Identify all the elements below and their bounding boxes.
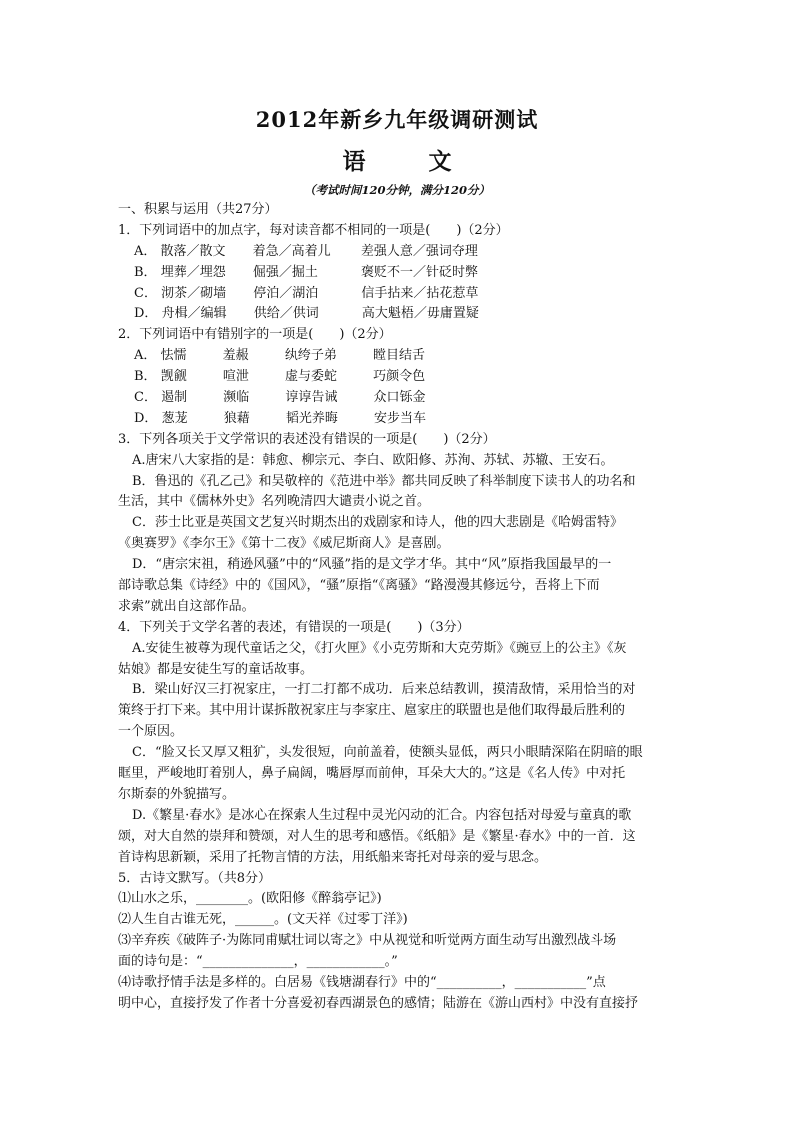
option-word: 供给／供词: [253, 306, 319, 322]
q4-line: A.安徒生被尊为现代童话之父，《打火匣》《小克劳斯和大克劳斯》《豌豆上的公主》《灰: [132, 640, 627, 656]
option-word: 觊觎: [160, 369, 187, 385]
option-word: 濒临: [223, 390, 250, 406]
question-4-stem: 4．下列关于文学名著的表述，有错误的一项是( )（3分）: [118, 619, 470, 635]
q2-option-d: [118, 409, 678, 430]
option-word: 停泊／湖泊: [253, 285, 319, 301]
q1-option-d: [118, 304, 678, 325]
option-word: 韬光养晦: [285, 410, 338, 426]
q1-option-b: [118, 263, 678, 284]
q3-line: 部诗歌总集《诗经》中的《国风》，“骚”原指“《离骚》“路漫漫其修远兮，吾将上下而: [118, 578, 600, 594]
option-word: 喧泄: [222, 369, 249, 385]
option-word: 巧颜令色: [373, 369, 426, 385]
q4-line: 一个原因。: [118, 724, 184, 740]
option-letter: C．: [134, 285, 157, 301]
q2-option-a: [118, 346, 678, 367]
q1-option-a: [118, 242, 678, 263]
option-word: 褒贬不一／针砭时弊: [360, 264, 478, 280]
q3-line: 《奥赛罗》《李尔王》《第十二夜》《威尼斯商人》是喜剧。: [118, 536, 450, 552]
option-letter: B．: [134, 369, 157, 385]
q5-line: ⑴山水之乐，________。(欧阳修《醉翁亭记》): [118, 891, 382, 907]
page-title: 2012年新乡九年级调研测试: [255, 107, 539, 132]
subject-heading: 语 文: [342, 148, 472, 175]
option-word: 高大魁梧／毋庸置疑: [361, 306, 479, 322]
option-word: 信手拈来／拈花惹草: [361, 285, 479, 301]
exam-info: （考试时间120分钟，满分120分）: [303, 183, 490, 197]
option-word: 怯懦: [160, 348, 187, 364]
option-word: 散落／散文: [160, 243, 226, 259]
option-letter: A．: [134, 348, 157, 364]
q5-line: 明中心，直接抒发了作者十分喜爱初春西湖景色的感情；陆游在《游山西村》中没有直接抒: [118, 995, 639, 1011]
option-word: 虚与委蛇: [284, 369, 337, 385]
q3-line: A.唐宋八大家指的是：韩愈、柳宗元、李白、欧阳修、苏洵、苏轼、苏辙、王安石。: [132, 452, 614, 468]
option-letter: B．: [134, 264, 157, 280]
option-word: 差强人意／强词夺理: [360, 243, 478, 259]
option-word: 遏制: [161, 390, 188, 406]
option-letter: D．: [134, 410, 158, 426]
q5-line: ⑵人生自古谁无死，______。(文天祥《过零丁洋》): [118, 912, 408, 928]
option-word: 狼藉: [223, 410, 250, 426]
q3-line: 求索”就出自这部作品。: [118, 598, 255, 614]
option-word: 谆谆告诫: [285, 390, 338, 406]
q3-line: D．“唐宗宋祖，稍逊风骚”中的“风骚”指的是文学才华。其中“风”原指我国最早的一: [132, 557, 612, 573]
question-1-stem: 1．下列词语中的加点字，每对读音都不相同的一项是( )（2分）: [118, 222, 509, 238]
section-heading: 一、积累与运用（共27分）: [118, 202, 278, 217]
option-word: 倔强／掘土: [252, 264, 318, 280]
q5-line: ⑶辛弃疾《破阵子·为陈同甫赋壮词以寄之》中从视觉和听觉两方面生动写出激烈战斗场: [118, 933, 617, 949]
question-3-stem: 3．下列各项关于文学常识的表述没有错误的一项是( )（2分）: [118, 431, 496, 447]
q4-line: 尔斯泰的外貌描写。: [118, 786, 236, 802]
option-word: 瞠目结舌: [372, 348, 425, 364]
q4-line: 首诗构思新颖，采用了托物言情的方法，用纸船来寄托对母亲的爱与思念。: [118, 849, 548, 865]
q4-line: 颂，对大自然的崇拜和赞颂，对人生的思考和感悟。《纸船》是《繁星·春水》中的一首．这: [118, 828, 636, 844]
option-word: 众口铄金: [373, 390, 426, 406]
q4-line: C．“脸又长又厚又粗犷，头发很短，向前盖着，使额头显低，两只小眼睛深陷在阴暗的眼: [132, 745, 643, 761]
exam-body: [118, 200, 678, 1015]
option-letter: A．: [134, 243, 157, 259]
option-letter: C．: [134, 390, 157, 406]
option-word: 安步当车: [374, 410, 427, 426]
q4-line: 策终于打下来。其中用计谋拆散祝家庄与李家庄、扈家庄的联盟也是他们取得最后胜利的: [118, 703, 626, 719]
q5-line: 面的诗句是：“______________，____________。”: [118, 954, 398, 970]
q3-line: 生活，其中《儒林外史》名列晚清四大谴责小说之首。: [118, 494, 431, 510]
q4-line: B．梁山好汉三打祝家庄，一打二打都不成功．后来总结教训，摸清敌情，采用恰当的对: [132, 682, 636, 698]
option-word: 埋葬／埋怨: [160, 264, 226, 280]
q2-option-b: [118, 367, 678, 388]
q2-option-c: [118, 388, 678, 409]
q5-line: ⑷诗歌抒情手法是多样的。白居易《钱塘湖春行》中的“__________，___________”点: [118, 974, 606, 990]
question-2-stem: 2．下列词语中有错别字的一项是( )（2分）: [118, 327, 392, 343]
q4-line: 姑娘》都是安徒生写的童话故事。: [118, 661, 314, 677]
option-word: 舟楫／编辑: [161, 306, 227, 322]
option-letter: D．: [134, 306, 158, 322]
q3-line: C．莎士比亚是英国文艺复兴时期杰出的戏剧家和诗人，他的四大悲剧是《哈姆雷特》: [132, 515, 623, 531]
option-word: 羞赧: [222, 348, 249, 364]
q3-line: B．鲁迅的《孔乙己》和吴敬梓的《范进中举》都共同反映了科举制度下读书人的功名和: [132, 473, 636, 489]
option-word: 纨绔子弟: [284, 348, 337, 364]
option-word: 沏茶／砌墙: [161, 285, 227, 301]
option-word: 葱茏: [161, 410, 188, 426]
q1-option-c: [118, 284, 678, 305]
q4-line: 眶里，严峻地盯着别人，鼻子扁阔，嘴唇厚而前伸，耳朵大大的。”这是《名人传》中对托: [118, 766, 626, 782]
option-word: 着急／高着儿: [252, 243, 331, 259]
question-5-stem: 5．古诗文默写。（共8分）: [118, 870, 272, 886]
q4-line: D.《繁星·春水》是冰心在探索人生过程中灵光闪动的汇合。内容包括对母爱与童真的歌: [132, 807, 632, 823]
